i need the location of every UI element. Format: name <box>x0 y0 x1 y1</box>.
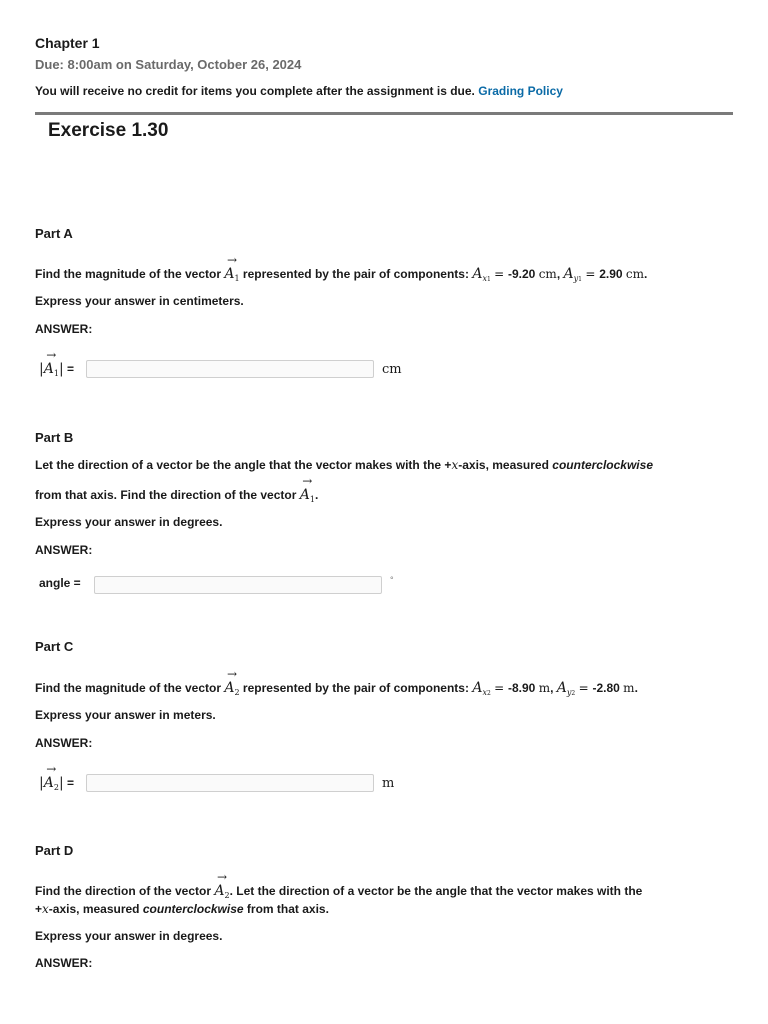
part-c-unit: m <box>382 776 395 791</box>
part-c-heading: Part C <box>35 639 74 654</box>
part-b-question-line2: from that axis. Find the direction of the vector → $A_1$. <box>35 474 319 504</box>
part-c-question: Find the magnitude of the vector → $A_2$ represented by the pair of components: $A_{x2} = -8.90$ m, $A_{y2} = -2.80$ m. <box>35 667 638 697</box>
part-a-ay-value: 2.90 <box>599 267 623 281</box>
vector-arrow-icon: → <box>226 253 237 267</box>
part-a-question: Find the magnitude of the vector → $A_1$ represented by the pair of components: $A_{x1} = -9.20$ cm, $A_{y1} = 2.90$ cm. <box>35 253 648 283</box>
vector-a1: → $A_1$ <box>299 474 315 504</box>
part-b-instruction: Express your answer in degrees. <box>35 515 223 529</box>
part-d-question-line1: Find the direction of the vector → $A_2$. Let the direction of a vector be the angle that the vector makes with the <box>35 870 643 900</box>
part-a-question-mid: represented by the pair of components: <box>242 267 469 281</box>
part-d-heading: Part D <box>35 843 74 858</box>
part-b-answer-input[interactable] <box>94 576 382 594</box>
part-b-answer-label: ANSWER: <box>35 543 93 557</box>
header-divider <box>35 112 733 115</box>
part-c-instruction: Express your answer in meters. <box>35 708 216 722</box>
vector-a2: → $A_2$ <box>224 667 240 697</box>
late-notice <box>35 84 563 98</box>
chapter-title: Chapter 1 <box>35 35 100 51</box>
part-a-unit: cm <box>382 362 402 377</box>
part-d-question-line2: +x-axis, measured counterclockwise from that axis. <box>35 902 329 916</box>
part-c-answer-label: ANSWER: <box>35 736 93 750</box>
part-c-ay-value: -2.80 <box>592 681 620 695</box>
part-a-answer-label: ANSWER: <box>35 322 93 336</box>
grading-policy-link[interactable]: Grading Policy <box>478 84 563 98</box>
part-d-instruction: Express your answer in degrees. <box>35 929 223 943</box>
part-b-heading: Part B <box>35 430 74 445</box>
part-c-answer-input[interactable] <box>86 774 374 792</box>
vector-a1: → $A_1$ <box>224 253 240 283</box>
part-c-ax-value: -8.90 <box>508 681 536 695</box>
vector-a2: → $A_2$ <box>214 870 230 900</box>
part-a-heading: Part A <box>35 226 73 241</box>
part-c-answer-label-math: | → $A_2|$ = <box>39 762 75 792</box>
part-b-answer-prefix: angle = <box>39 576 81 590</box>
part-b-unit: ° <box>390 575 394 585</box>
due-date: Due: 8:00am on Saturday, October 26, 2024 <box>35 57 302 72</box>
part-a-instruction: Express your answer in centimeters. <box>35 294 244 308</box>
part-a-question-prefix: Find the magnitude of the vector <box>35 267 222 281</box>
part-a-answer-label-math: | → $A_1|$ = <box>39 348 75 378</box>
exercise-title: Exercise 1.30 <box>48 120 169 141</box>
part-a-answer-input[interactable] <box>86 360 374 378</box>
part-a-ax-value: -9.20 <box>508 267 536 281</box>
part-d-answer-label: ANSWER: <box>35 956 93 970</box>
part-b-question-line1: Let the direction of a vector be the angle that the vector makes with the +x-axis, measured counterclockwise <box>35 458 653 472</box>
late-notice-text: You will receive no credit for items you complete after the assignment is due. <box>35 84 475 98</box>
component-x-symbol: A <box>472 266 483 282</box>
